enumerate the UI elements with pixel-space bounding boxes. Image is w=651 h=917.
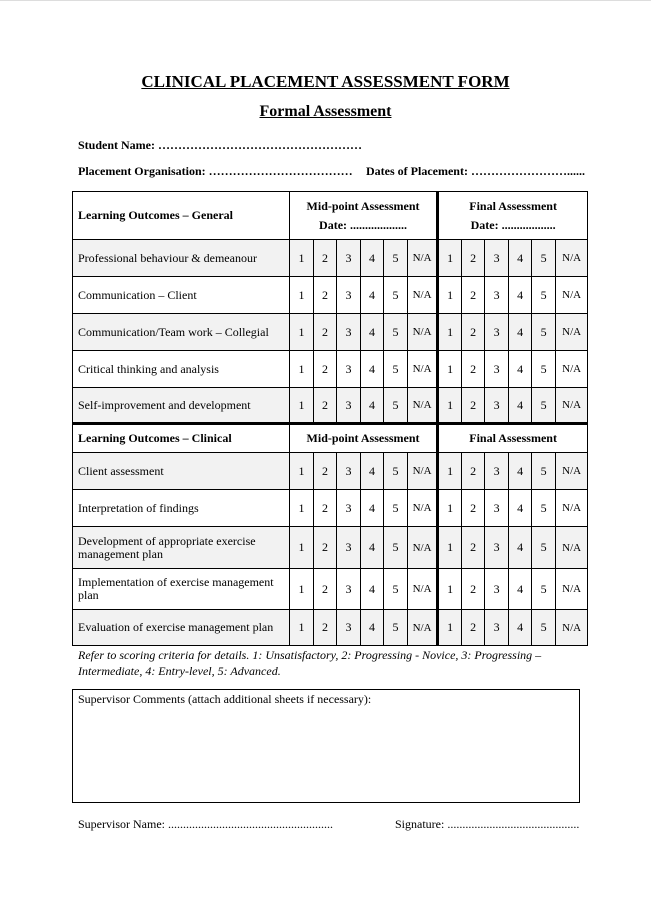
outcome-label: Communication – Client [73, 277, 290, 314]
outcome-label: Implementation of exercise management plan [73, 569, 290, 610]
mid-score-4[interactable]: 4 [361, 351, 384, 388]
supervisor-comments-label: Supervisor Comments (attach additional sheets if necessary): [78, 692, 372, 706]
outcome-label: Development of appropriate exercise management plan [73, 527, 290, 569]
final-score-5[interactable]: 5 [532, 277, 556, 314]
final-score-5[interactable]: 5 [532, 490, 556, 527]
final-score-2[interactable]: 2 [462, 610, 485, 646]
mid-score-na[interactable]: N/A [408, 314, 438, 351]
clinical-header-row [73, 424, 588, 453]
mid-score-2[interactable]: 2 [314, 490, 337, 527]
student-name-field[interactable] [78, 138, 362, 153]
mid-score-1[interactable]: 1 [290, 240, 314, 277]
supervisor-name-field[interactable] [78, 817, 333, 832]
final-score-1[interactable]: 1 [438, 388, 462, 424]
mid-score-3[interactable]: 3 [337, 388, 361, 424]
mid-score-4[interactable]: 4 [361, 240, 384, 277]
outcome-label: Communication/Team work – Collegial [73, 314, 290, 351]
final-score-na[interactable]: N/A [556, 388, 588, 424]
final-score-5[interactable]: 5 [532, 240, 556, 277]
mid-score-2[interactable]: 2 [314, 240, 337, 277]
final-score-5[interactable]: 5 [532, 610, 556, 646]
final-score-1[interactable]: 1 [438, 490, 462, 527]
final-score-3[interactable]: 3 [485, 314, 509, 351]
clinical-mid-header: Mid-point Assessment [290, 424, 438, 453]
final-score-2[interactable]: 2 [462, 351, 485, 388]
scoring-note: Refer to scoring criteria for details. 1: Unsatisfactory, 2: Progressing - Novice, 3: Progressing – Intermediate, 4: Entry-level, 5: Advanced. [78, 648, 542, 678]
mid-score-2[interactable]: 2 [314, 527, 337, 569]
mid-score-na[interactable]: N/A [408, 388, 438, 424]
clinical-heading: Learning Outcomes – Clinical [73, 424, 290, 453]
mid-score-5[interactable]: 5 [384, 277, 408, 314]
mid-score-2[interactable]: 2 [314, 453, 337, 490]
outcome-label: Critical thinking and analysis [73, 351, 290, 388]
final-score-2[interactable]: 2 [462, 277, 485, 314]
final-score-1[interactable]: 1 [438, 569, 462, 610]
mid-score-4[interactable]: 4 [361, 314, 384, 351]
assessment-table [72, 191, 588, 646]
final-score-4[interactable]: 4 [509, 388, 532, 424]
placement-organisation-field[interactable] [78, 164, 353, 179]
mid-score-4[interactable]: 4 [361, 527, 384, 569]
outcome-label: Interpretation of findings [73, 490, 290, 527]
placement-dates-dots: ……………………...... [470, 164, 585, 178]
mid-score-na[interactable]: N/A [408, 569, 438, 610]
final-score-4[interactable]: 4 [509, 610, 532, 646]
final-score-3[interactable]: 3 [485, 490, 509, 527]
outcome-row [73, 314, 588, 351]
outcome-row [73, 569, 588, 610]
general-mid-header [290, 192, 438, 240]
final-score-na[interactable]: N/A [556, 527, 588, 569]
final-score-1[interactable]: 1 [438, 453, 462, 490]
final-score-4[interactable]: 4 [509, 453, 532, 490]
clinical-final-header: Final Assessment [438, 424, 588, 453]
mid-score-na[interactable]: N/A [408, 527, 438, 569]
form-title: CLINICAL PLACEMENT ASSESSMENT FORM [141, 72, 510, 91]
student-name-label: Student Name: [78, 138, 155, 152]
mid-score-na[interactable]: N/A [408, 351, 438, 388]
mid-score-3[interactable]: 3 [337, 240, 361, 277]
final-score-1[interactable]: 1 [438, 314, 462, 351]
mid-score-5[interactable]: 5 [384, 527, 408, 569]
outcome-row [73, 240, 588, 277]
final-score-na[interactable]: N/A [556, 453, 588, 490]
final-score-2[interactable]: 2 [462, 314, 485, 351]
final-score-3[interactable]: 3 [485, 277, 509, 314]
outcome-row [73, 351, 588, 388]
final-score-5[interactable]: 5 [532, 351, 556, 388]
final-score-na[interactable]: N/A [556, 610, 588, 646]
mid-score-3[interactable]: 3 [337, 490, 361, 527]
placement-organisation-dots: ……………………………… [208, 164, 353, 178]
final-score-4[interactable]: 4 [509, 490, 532, 527]
final-score-na[interactable]: N/A [556, 569, 588, 610]
general-mid-label: Mid-point Assessment [306, 198, 420, 213]
outcome-row [73, 490, 588, 527]
mid-score-na[interactable]: N/A [408, 490, 438, 527]
student-name-dots: …………………………………………… [158, 138, 362, 152]
final-score-3[interactable]: 3 [485, 527, 509, 569]
mid-score-5[interactable]: 5 [384, 314, 408, 351]
final-score-3[interactable]: 3 [485, 453, 509, 490]
final-score-1[interactable]: 1 [438, 351, 462, 388]
mid-score-5[interactable]: 5 [384, 453, 408, 490]
mid-score-5[interactable]: 5 [384, 351, 408, 388]
mid-score-na[interactable]: N/A [408, 240, 438, 277]
mid-score-2[interactable]: 2 [314, 314, 337, 351]
final-score-1[interactable]: 1 [438, 240, 462, 277]
mid-score-2[interactable]: 2 [314, 569, 337, 610]
final-score-na[interactable]: N/A [556, 314, 588, 351]
mid-score-4[interactable]: 4 [361, 388, 384, 424]
final-score-4[interactable]: 4 [509, 569, 532, 610]
signature-dots: ............................................ [447, 817, 580, 831]
mid-score-3[interactable]: 3 [337, 277, 361, 314]
general-heading: Learning Outcomes – General [73, 192, 290, 240]
supervisor-name-label: Supervisor Name: [78, 817, 165, 831]
final-score-3[interactable]: 3 [485, 610, 509, 646]
mid-score-1[interactable]: 1 [290, 388, 314, 424]
final-score-5[interactable]: 5 [532, 569, 556, 610]
final-score-2[interactable]: 2 [462, 527, 485, 569]
mid-score-5[interactable]: 5 [384, 388, 408, 424]
outcome-label: Self-improvement and development [73, 388, 290, 424]
final-score-3[interactable]: 3 [485, 388, 509, 424]
final-score-na[interactable]: N/A [556, 351, 588, 388]
outcome-label: Client assessment [73, 453, 290, 490]
final-score-1[interactable]: 1 [438, 610, 462, 646]
mid-score-1[interactable]: 1 [290, 453, 314, 490]
mid-score-1[interactable]: 1 [290, 490, 314, 527]
mid-score-3[interactable]: 3 [337, 314, 361, 351]
final-score-4[interactable]: 4 [509, 240, 532, 277]
outcome-row [73, 527, 588, 569]
final-score-5[interactable]: 5 [532, 314, 556, 351]
mid-score-1[interactable]: 1 [290, 351, 314, 388]
final-score-2[interactable]: 2 [462, 569, 485, 610]
final-score-5[interactable]: 5 [532, 388, 556, 424]
outcome-label: Professional behaviour & demeanour [73, 240, 290, 277]
general-header-row [73, 192, 588, 240]
final-score-1[interactable]: 1 [438, 527, 462, 569]
mid-score-4[interactable]: 4 [361, 610, 384, 646]
outcome-row [73, 277, 588, 314]
signature-label: Signature: [395, 817, 445, 831]
mid-score-na[interactable]: N/A [408, 277, 438, 314]
final-score-4[interactable]: 4 [509, 314, 532, 351]
placement-dates-label: Dates of Placement: [366, 164, 468, 178]
final-score-5[interactable]: 5 [532, 453, 556, 490]
final-score-2[interactable]: 2 [462, 240, 485, 277]
top-border [0, 0, 651, 1]
supervisor-name-dots: ....................................................... [167, 817, 333, 831]
mid-score-5[interactable]: 5 [384, 490, 408, 527]
outcome-row [73, 610, 588, 646]
mid-score-4[interactable]: 4 [361, 277, 384, 314]
mid-score-4[interactable]: 4 [361, 490, 384, 527]
mid-score-4[interactable]: 4 [361, 453, 384, 490]
placement-organisation-label: Placement Organisation: [78, 164, 206, 178]
mid-score-3[interactable]: 3 [337, 610, 361, 646]
final-score-2[interactable]: 2 [462, 490, 485, 527]
mid-score-2[interactable]: 2 [314, 610, 337, 646]
mid-score-3[interactable]: 3 [337, 527, 361, 569]
general-mid-date[interactable]: Date: ................... [319, 217, 408, 232]
general-final-header [438, 192, 588, 240]
final-score-3[interactable]: 3 [485, 569, 509, 610]
final-score-2[interactable]: 2 [462, 388, 485, 424]
mid-score-na[interactable]: N/A [408, 610, 438, 646]
final-score-4[interactable]: 4 [509, 351, 532, 388]
mid-score-3[interactable]: 3 [337, 453, 361, 490]
supervisor-comments-box[interactable] [72, 689, 580, 803]
final-score-na[interactable]: N/A [556, 240, 588, 277]
final-score-3[interactable]: 3 [485, 351, 509, 388]
placement-dates-field[interactable] [366, 164, 585, 179]
outcome-row [73, 388, 588, 424]
final-score-5[interactable]: 5 [532, 527, 556, 569]
mid-score-5[interactable]: 5 [384, 610, 408, 646]
final-score-na[interactable]: N/A [556, 277, 588, 314]
final-score-3[interactable]: 3 [485, 240, 509, 277]
final-score-2[interactable]: 2 [462, 453, 485, 490]
mid-score-2[interactable]: 2 [314, 351, 337, 388]
mid-score-1[interactable]: 1 [290, 314, 314, 351]
mid-score-3[interactable]: 3 [337, 351, 361, 388]
general-final-label: Final Assessment [469, 198, 557, 213]
mid-score-1[interactable]: 1 [290, 277, 314, 314]
mid-score-2[interactable]: 2 [314, 277, 337, 314]
final-score-na[interactable]: N/A [556, 490, 588, 527]
mid-score-5[interactable]: 5 [384, 569, 408, 610]
mid-score-na[interactable]: N/A [408, 453, 438, 490]
mid-score-2[interactable]: 2 [314, 388, 337, 424]
form-subtitle: Formal Assessment [259, 103, 392, 120]
mid-score-1[interactable]: 1 [290, 610, 314, 646]
outcome-label: Evaluation of exercise management plan [73, 610, 290, 646]
mid-score-1[interactable]: 1 [290, 527, 314, 569]
outcome-row [73, 453, 588, 490]
mid-score-1[interactable]: 1 [290, 569, 314, 610]
mid-score-4[interactable]: 4 [361, 569, 384, 610]
mid-score-5[interactable]: 5 [384, 240, 408, 277]
final-score-4[interactable]: 4 [509, 527, 532, 569]
mid-score-3[interactable]: 3 [337, 569, 361, 610]
final-score-1[interactable]: 1 [438, 277, 462, 314]
final-score-4[interactable]: 4 [509, 277, 532, 314]
signature-field[interactable] [395, 817, 579, 832]
general-final-date[interactable]: Date: .................. [470, 217, 556, 232]
